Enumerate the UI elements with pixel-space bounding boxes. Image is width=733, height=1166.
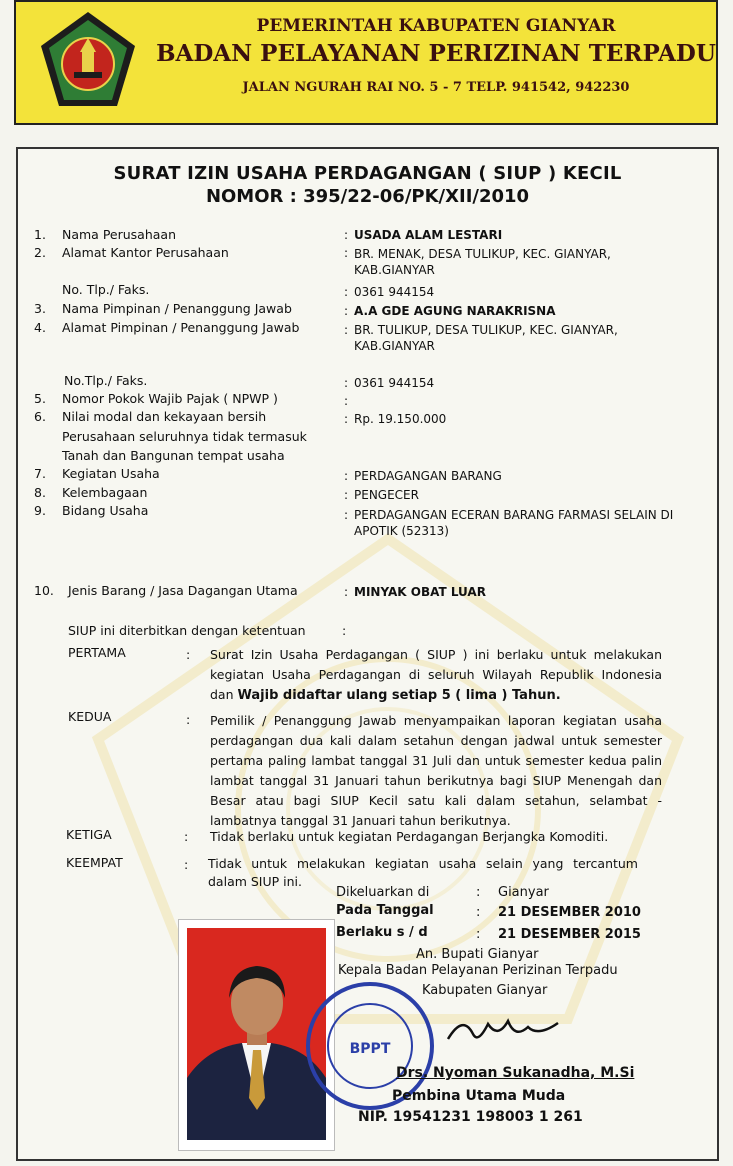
field-colon: : — [344, 228, 349, 242]
field-colon: : — [344, 394, 349, 408]
field-number: 4. — [34, 320, 46, 335]
field-label: Alamat Pimpinan / Penanggung Jawab — [62, 320, 300, 335]
field-colon: : — [476, 905, 481, 920]
field-colon: : — [342, 623, 347, 638]
condition-text — [210, 645, 662, 706]
field-colon: : — [344, 323, 349, 337]
issued-date: 21 DESEMBER 2010 — [498, 905, 641, 920]
signatory-on-behalf: An. Bupati Gianyar — [416, 947, 539, 962]
valid-until-label: Berlaku s / d — [336, 925, 428, 940]
director-address-line2: KAB.GIANYAR — [354, 339, 435, 353]
director-address: BR. TULIKUP, DESA TULIKUP, KEC. GIANYAR, — [354, 323, 618, 337]
business-field: PERDAGANGAN ECERAN BARANG FARMASI SELAIN DI — [354, 508, 674, 522]
signatory-nip: NIP. 19541231 198003 1 261 — [358, 1109, 583, 1125]
field-number: 6. — [34, 409, 46, 424]
field-colon: : — [344, 285, 349, 299]
condition-second-text: Pemilik / Penanggung Jawab menyampaikan laporan kegiatan usaha perdagangan dua kali dalam setahun dengan jadwal untuk semester pertama paling lambat tanggal 31 Juli dan untuk semester kedua palin lambat tanggal 31 Januari tahun berikutnya bagi SIUP Menengah dan Besar atau bagi SIUP Kecil satu kali dalam setahun, selambat - lambatnya tanggal 31 Januari tahun berikutnya. — [210, 713, 662, 828]
field-number: 3. — [34, 301, 46, 316]
field-number: 1. — [34, 227, 46, 242]
field-number: 2. — [34, 245, 46, 260]
signatory-position: Kepala Badan Pelayanan Perizinan Terpadu — [338, 963, 618, 978]
company-phone: 0361 944154 — [354, 285, 435, 299]
condition-colon: : — [186, 647, 191, 662]
field-colon: : — [476, 885, 481, 900]
condition-label: PERTAMA — [68, 645, 126, 660]
field-colon: : — [344, 488, 349, 502]
field-label-line2: Perusahaan seluruhnya tidak termasuk — [62, 429, 307, 444]
field-label: No. Tlp./ Faks. — [62, 282, 150, 297]
condition-first-text: Surat Izin Usaha Perdagangan ( SIUP ) ini berlaku untuk melakukan kegiatan Usaha Perdagangan di seluruh Wilayah Republik Indonesia dan — [210, 647, 662, 702]
main-goods: MINYAK OBAT LUAR — [354, 585, 486, 599]
field-label-line3: Tanah dan Bangunan tempat usaha — [62, 448, 285, 463]
condition-first-renewal: Wajib didaftar ulang setiap 5 ( lima ) Tahun. — [237, 688, 561, 703]
field-colon: : — [344, 508, 349, 522]
signatory-regency: Kabupaten Gianyar — [422, 983, 548, 998]
issued-date-label: Pada Tanggal — [336, 903, 434, 918]
handwritten-signature-icon — [443, 1009, 563, 1049]
valid-until-date: 21 DESEMBER 2015 — [498, 927, 641, 942]
svg-text:BPPT: BPPT — [349, 1041, 391, 1057]
condition-colon: : — [184, 857, 189, 872]
field-colon: : — [344, 376, 349, 390]
field-number: 8. — [34, 485, 46, 500]
field-number: 7. — [34, 466, 46, 481]
condition-third-text: Tidak berlaku untuk kegiatan Perdagangan Berjangka Komoditi. — [210, 829, 609, 844]
director-phone: 0361 944154 — [354, 376, 435, 390]
field-label: Bidang Usaha — [62, 503, 149, 518]
institution-type: PENGECER — [354, 488, 419, 502]
company-address-line2: KAB.GIANYAR — [354, 263, 435, 277]
gianyar-crest-icon — [38, 10, 138, 110]
field-label: Nama Perusahaan — [62, 227, 177, 242]
letterhead — [14, 0, 718, 125]
siup-certificate — [16, 147, 719, 1161]
director-name: A.A GDE AGUNG NARAKRISNA — [354, 304, 556, 318]
field-colon: : — [344, 304, 349, 318]
field-number: 5. — [34, 391, 46, 406]
business-activity: PERDAGANGAN BARANG — [354, 469, 502, 483]
field-colon: : — [344, 412, 349, 426]
signatory-rank: Pembina Utama Muda — [392, 1088, 566, 1104]
company-name: USADA ALAM LESTARI — [354, 228, 503, 242]
business-field-line2: APOTIK (52313) — [354, 524, 449, 538]
field-colon: : — [476, 927, 481, 942]
field-label: Kegiatan Usaha — [62, 466, 160, 481]
field-colon: : — [344, 246, 349, 260]
conditions-intro: SIUP ini diterbitkan dengan ketentuan — [68, 623, 306, 638]
government-name: PEMERINTAH KABUPATEN GIANYAR — [256, 16, 616, 36]
document-title: SURAT IZIN USAHA PERDAGANGAN ( SIUP ) KECIL — [113, 163, 622, 184]
capital-value: Rp. 19.150.000 — [354, 412, 447, 426]
field-label: Jenis Barang / Jasa Dagangan Utama — [68, 583, 298, 598]
condition-label: KETIGA — [66, 827, 112, 842]
agency-address: JALAN NGURAH RAI NO. 5 - 7 TELP. 941542, 942230 — [242, 80, 630, 95]
condition-colon: : — [186, 712, 191, 727]
field-label: Nomor Pokok Wajib Pajak ( NPWP ) — [62, 391, 278, 406]
condition-fourth-text: Tidak untuk melakukan kegiatan usaha selain yang tercantum dalam SIUP ini. — [208, 856, 638, 889]
field-label: Kelembagaan — [62, 485, 148, 500]
field-number: 10. — [34, 583, 54, 598]
company-address: BR. MENAK, DESA TULIKUP, KEC. GIANYAR, — [354, 247, 611, 261]
condition-colon: : — [184, 829, 189, 844]
field-label: Nama Pimpinan / Penanggung Jawab — [62, 301, 292, 316]
field-label: No.Tlp./ Faks. — [64, 373, 148, 388]
field-label: Nilai modal dan kekayaan bersih — [62, 409, 267, 424]
field-number: 9. — [34, 503, 46, 518]
issued-place-label: Dikeluarkan di — [336, 885, 430, 900]
condition-label: KEDUA — [68, 709, 112, 724]
field-colon: : — [344, 585, 349, 599]
field-colon: : — [344, 469, 349, 483]
document-number: NOMOR : 395/22-06/PK/XII/2010 — [205, 186, 530, 207]
signatory-name: Drs. Nyoman Sukanadha, M.Si — [396, 1065, 635, 1081]
field-label: Alamat Kantor Perusahaan — [62, 245, 229, 260]
condition-label: KEEMPAT — [66, 855, 123, 870]
issued-place: Gianyar — [498, 885, 549, 900]
agency-name: BADAN PELAYANAN PERIZINAN TERPADU — [156, 40, 716, 67]
